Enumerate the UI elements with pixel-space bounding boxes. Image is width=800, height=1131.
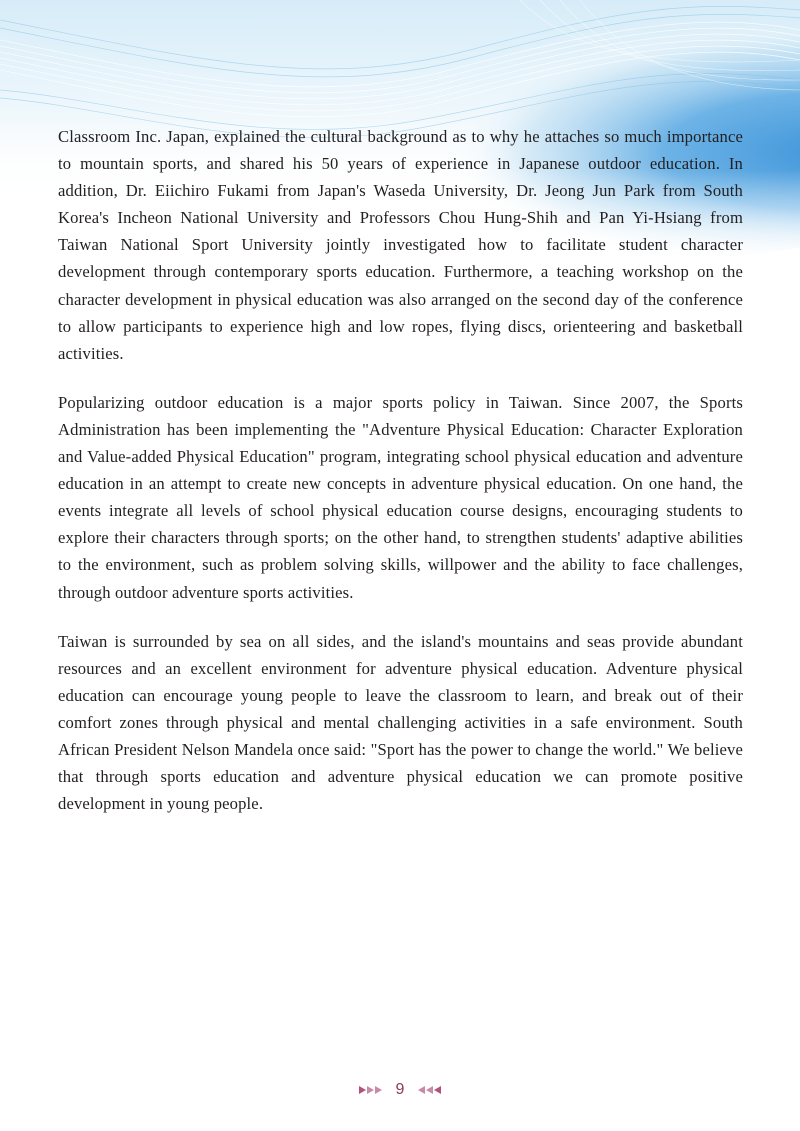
paragraph-3: Taiwan is surrounded by sea on all sides, and the island's mountains and seas provide abundant resources and an excellent environment for adventure physical education. Adventure physical education can encourage young people to leave the classroom to learn, and break out of their comfort zones through physical and mental challenging activities in a safe environment. South African President Nelson Mandela once said: "Sport has the power to change the world." We believe that through sports education and adventure physical education we can promote positive development in young people. (58, 631, 743, 814)
paragraph-2: Popularizing outdoor education is a major sports policy in Taiwan. Since 2007, the Sports Administration has been implementing the "Adventure Physical Education: Character Exploration and Value-added Physical Education" program, integrating school physical education and adventure education in an attempt to create new concepts in adventure physical education. On one hand, the events integrate all levels of school physical education course designs, encouraging students to explore their characters through sports; on the other hand, to strengthen students' adaptive abilities to the environment, such as problem solving skills, willpower and the ability to face challenges, through outdoor adventure sports activities. (58, 392, 743, 602)
page-footer (0, 1078, 800, 1102)
page-number: 9 (395, 1081, 405, 1098)
article-body (58, 123, 743, 839)
triple-right-arrow-icon (359, 1086, 382, 1094)
paragraph-1: Classroom Inc. Japan, explained the cultural background as to why he attaches so much importance to mountain sports, and shared his 50 years of experience in Japanese outdoor education. In addition, Dr. Eiichiro Fukami from Japan's Waseda University, Dr. Jeong Jun Park from South Korea's Incheon National University and Professors Chou Hung-Shih and Pan Yi-Hsiang from Taiwan National Sport University jointly investigated how to facilitate student character development through contemporary sports education. Furthermore, a teaching workshop on the character development in physical education was also arranged on the second day of the conference to allow participants to experience high and low ropes, flying discs, orienteering and basketball activities. (58, 127, 743, 363)
triple-left-arrow-icon (418, 1086, 441, 1094)
